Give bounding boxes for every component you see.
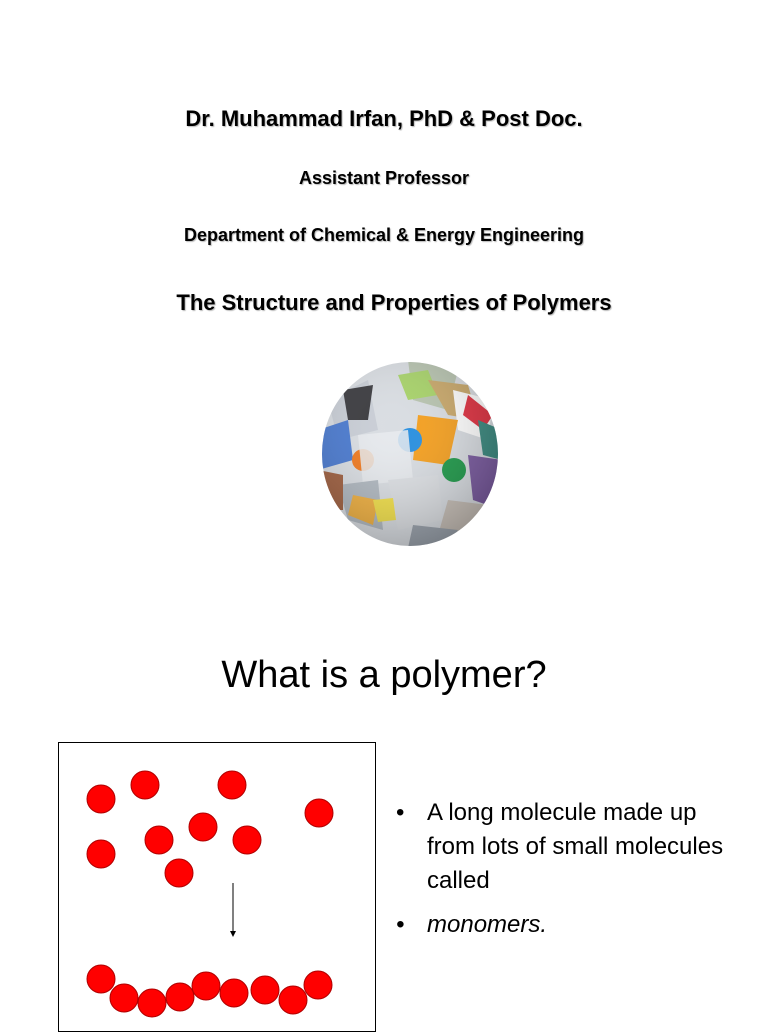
department-name: Department of Chemical & Energy Engineering bbox=[183, 225, 585, 245]
polymer-chain bbox=[87, 965, 332, 1017]
monomer bbox=[305, 799, 333, 827]
lecture-title: The Structure and Properties of Polymers bbox=[176, 290, 612, 315]
polymer-bead bbox=[304, 971, 332, 999]
author-role: Assistant Professor bbox=[298, 168, 470, 188]
monomer bbox=[145, 826, 173, 854]
bullet-list bbox=[396, 796, 736, 952]
monomer bbox=[131, 771, 159, 799]
author-name: Dr. Muhammad Irfan, PhD & Post Doc. bbox=[185, 106, 583, 131]
monomer bbox=[189, 813, 217, 841]
bullet-item: • monomers. bbox=[396, 908, 736, 942]
monomer bbox=[165, 859, 193, 887]
free-monomers bbox=[87, 771, 333, 887]
polymer-definition-slide bbox=[0, 610, 768, 1024]
polymer-bead bbox=[166, 983, 194, 1011]
slide-title: What is a polymer? bbox=[221, 654, 547, 696]
polymer-bead bbox=[279, 986, 307, 1014]
plastic-waste-ball-image bbox=[318, 360, 502, 548]
monomer bbox=[87, 840, 115, 868]
polymerization-diagram-drawing bbox=[59, 743, 375, 1031]
monomer bbox=[233, 826, 261, 854]
polymer-bead bbox=[87, 965, 115, 993]
polymerization-diagram bbox=[58, 742, 376, 1032]
reaction-arrow bbox=[230, 883, 236, 937]
polymer-bead bbox=[192, 972, 220, 1000]
monomer bbox=[87, 785, 115, 813]
polymer-bead bbox=[251, 976, 279, 1004]
polymer-bead bbox=[110, 984, 138, 1012]
polymer-bead bbox=[220, 979, 248, 1007]
bullet-item: • A long molecule made up from lots of small molecules called bbox=[396, 796, 736, 898]
polymer-bead bbox=[138, 989, 166, 1017]
monomer bbox=[218, 771, 246, 799]
